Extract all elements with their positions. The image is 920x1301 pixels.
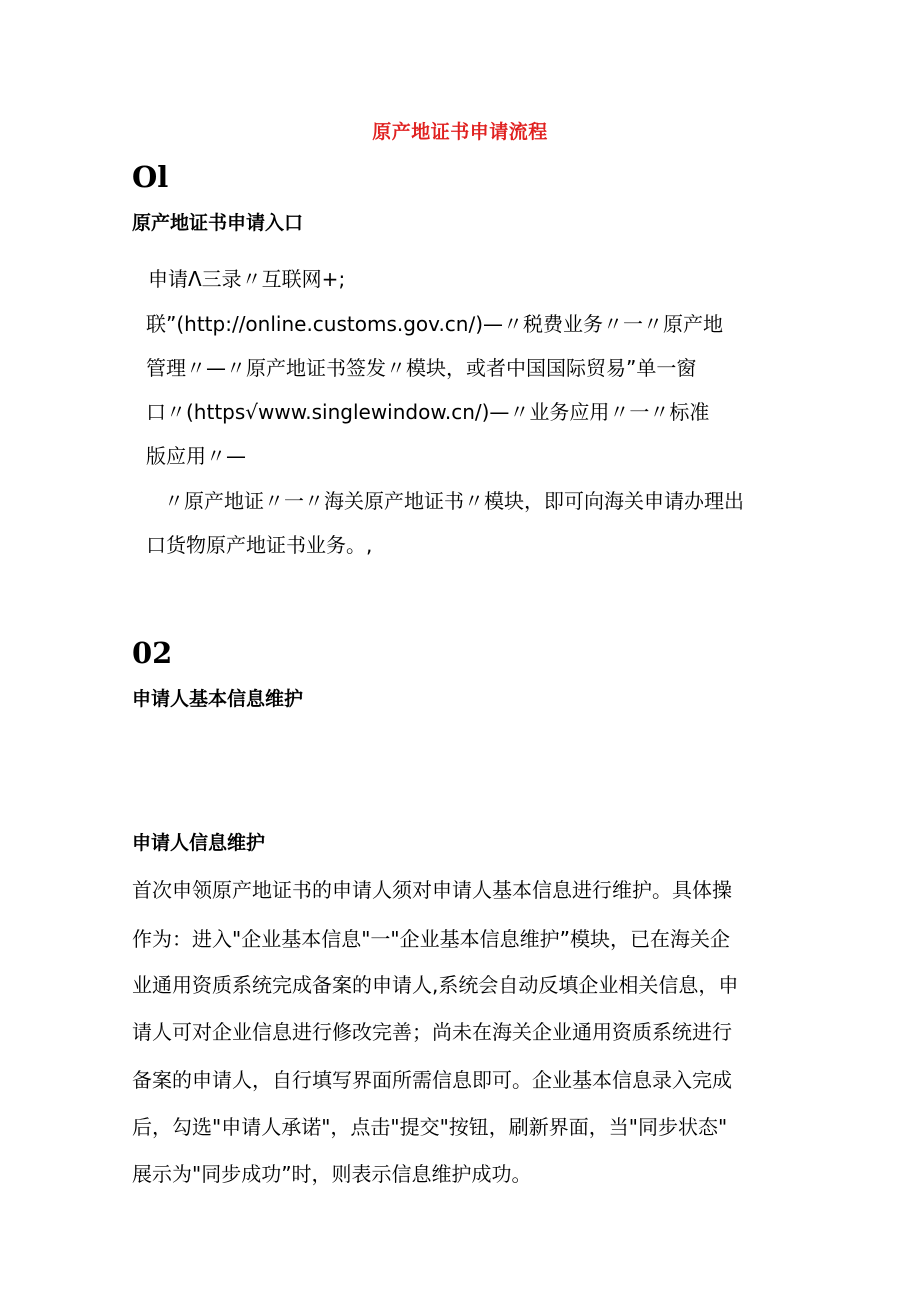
section-2-line-1: 首次申领原产地证书的申请人须对申请人基本信息进行维护。具体操 [132, 878, 732, 902]
section-1-number: Ol [132, 160, 169, 194]
section-2-line-6: 后，勾选"申请人承诺"，点击"提交"按钮，刷新界面，当"同步状态" [132, 1115, 728, 1139]
section-2-line-7: 展示为"同步成功”时，则表示信息维护成功。 [132, 1162, 532, 1186]
section-2-subheading: 申请人信息维护 [132, 832, 266, 854]
section-2-line-4: 请人可对企业信息进行修改完善；尚未在海关企业通用资质系统进行 [132, 1020, 732, 1044]
section-1-line-3: 管理〃—〃原产地证书签发〃模块，或者中国国际贸易”单一窗 [146, 356, 697, 380]
section-1-line-5: 版应用〃— [146, 444, 246, 468]
section-2-number: 02 [132, 636, 173, 670]
section-1-line-6: 〃原产地证〃一〃海关原产地证书〃模块，即可向海关申请办理出 [164, 489, 744, 513]
section-1-line-4: 口〃(https√www.singlewindow.cn/)—〃业务应用〃一〃标准 [146, 400, 710, 424]
section-2-line-2: 作为：进入"企业基本信息"一"企业基本信息维护”模块，已在海关企 [132, 927, 730, 951]
section-2-line-3: 业通用资质系统完成备案的申请人,系统会自动反填企业相关信息，申 [132, 973, 739, 997]
section-1-line-1: 申请Λ三录〃互联网+; [148, 267, 346, 291]
section-2-heading: 申请人基本信息维护 [132, 688, 304, 710]
section-1-line-7: 口货物原产地证书业务。, [146, 533, 373, 557]
section-2-line-5: 备案的申请人，自行填写界面所需信息即可。企业基本信息录入完成 [132, 1068, 732, 1092]
section-1-heading: 原产地证书申请入口 [132, 212, 304, 234]
section-1-line-2: 联”(http://online.customs.gov.cn∕)—〃税费业务〃一〃原产地 [146, 312, 724, 336]
document-title: 原产地证书申请流程 [372, 121, 548, 143]
